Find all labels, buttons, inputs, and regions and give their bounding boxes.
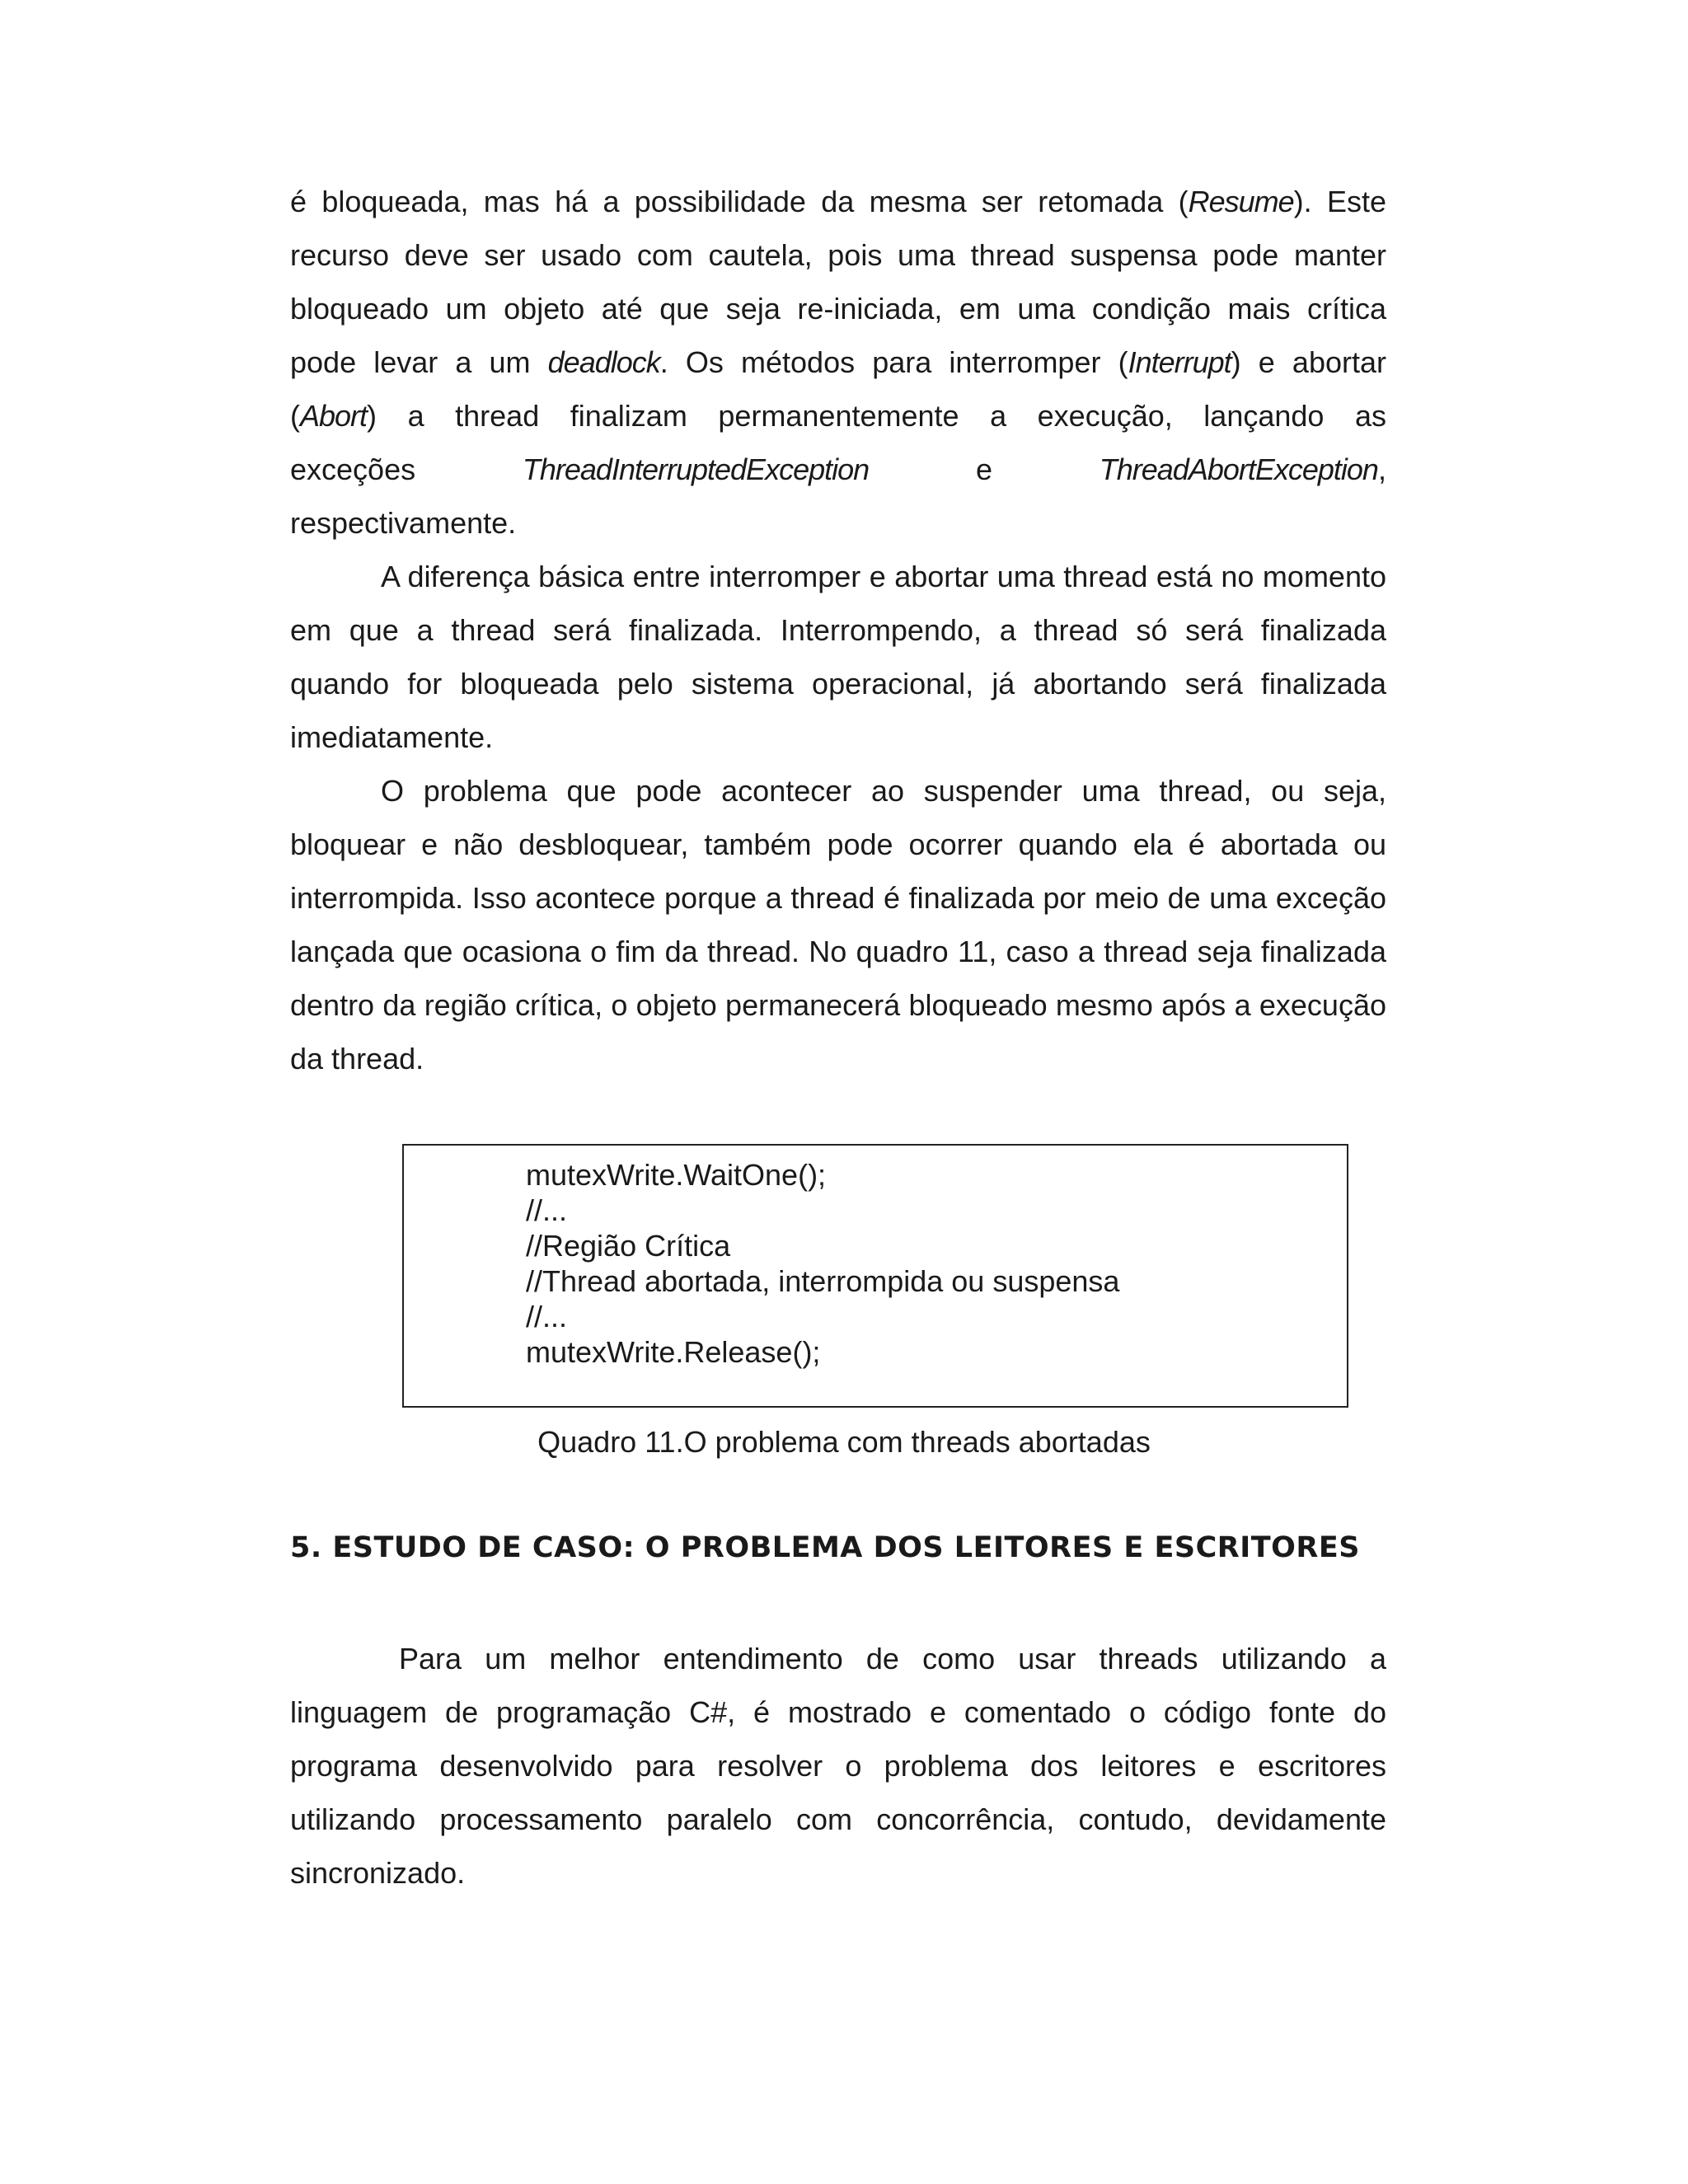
code-line: //...: [526, 1193, 568, 1227]
emphasis-abort: Abort: [300, 399, 368, 433]
paragraph-1-line-6: [290, 443, 1386, 496]
emphasis-thread-interrupted-exception: ThreadInterruptedException: [522, 452, 870, 486]
text-run: . Os métodos para interromper (: [659, 345, 1128, 379]
text-run: (: [290, 399, 300, 433]
code-line: //Thread abortada, interrompida ou suspensa: [526, 1264, 1120, 1298]
text-run: ) e abortar: [1231, 345, 1386, 379]
text-run: ) a thread finalizam permanentemente a execução, lançando as: [367, 399, 1386, 433]
paragraph-1-line-5: [290, 389, 1386, 443]
paragraph-1-line-2: recurso deve ser usado com cautela, pois uma thread suspensa pode manter: [290, 238, 1386, 272]
paragraph-1-line-7: respectivamente.: [290, 506, 517, 540]
paragraph-2: A diferença básica entre interromper e abortar uma thread está no momento em que a thread será finalizada. Interrompendo, a thread só será finalizada quando for bloqueada pelo sistema operacional, já abortando será finalizada imediatamente.: [290, 560, 1386, 754]
emphasis-deadlock: deadlock: [547, 345, 660, 379]
text-run: ,: [1377, 452, 1386, 486]
code-line: //Região Crítica: [526, 1229, 731, 1263]
emphasis-interrupt: Interrupt: [1128, 345, 1231, 379]
paragraph-4: Para um melhor entendimento de como usar threads utilizando a linguagem de programação C#, é mostrado e comentado o código fonte do programa desenvolvido para resolver o problema dos leitores e escritores utilizando processamento paralelo com concorrência, contudo, devidamente sincronizado.: [290, 1642, 1386, 1890]
text-run: pode levar a um: [290, 345, 548, 379]
code-line: mutexWrite.Release();: [526, 1335, 821, 1369]
document-body-continued: [290, 1632, 1386, 1900]
paragraph-1-line-3: bloqueado um objeto até que seja re-iniciada, em uma condição mais crítica: [290, 292, 1386, 326]
code-block: [402, 1144, 1348, 1408]
text-run: é bloqueada, mas há a possibilidade da mesma ser retomada (: [290, 185, 1189, 218]
code-line: //...: [526, 1300, 568, 1333]
paragraph-1: [290, 175, 1386, 550]
paragraph-1-line-1: [290, 175, 1386, 228]
code-lines: [526, 1157, 1119, 1370]
emphasis-thread-abort-exception: ThreadAbortException: [1099, 452, 1378, 486]
document-body: [290, 175, 1386, 1085]
text-run: exceções: [290, 452, 416, 486]
section-heading: 5. ESTUDO DE CASO: O PROBLEMA DOS LEITORES E ESCRITORES: [290, 1531, 1360, 1564]
figure-caption: Quadro 11.O problema com threads abortadas: [537, 1425, 1151, 1459]
paragraph-3: O problema que pode acontecer ao suspender uma thread, ou seja, bloquear e não desbloquear, também pode ocorrer quando ela é abortada ou interrompida. Isso acontece porque a thread é finalizada por meio de uma exceção lançada que ocasiona o fim da thread. No quadro 11, caso a thread seja finalizada dentro da região crítica, o objeto permanecerá bloqueado mesmo após a execução da thread.: [290, 774, 1386, 1076]
text-run: e: [975, 452, 992, 486]
emphasis-resume: Resume: [1188, 185, 1294, 218]
paragraph-1-line-4: [290, 335, 1386, 389]
text-run: ). Este: [1293, 185, 1387, 218]
code-line: mutexWrite.WaitOne();: [526, 1158, 827, 1192]
